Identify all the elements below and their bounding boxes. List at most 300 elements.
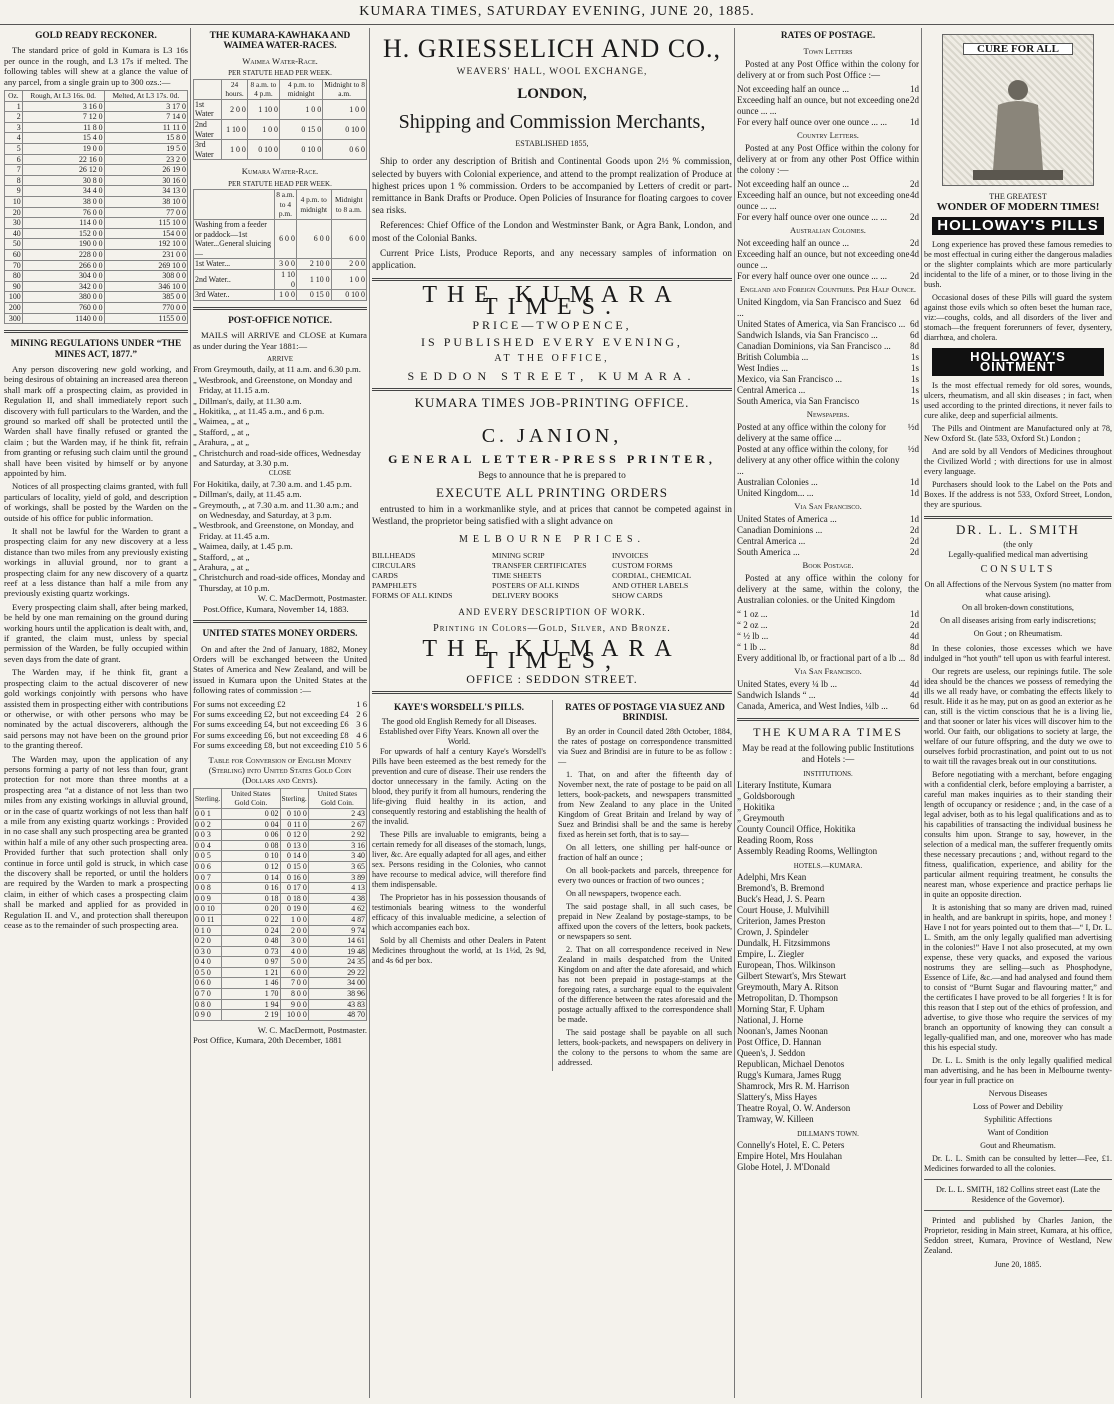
rate-row [737,547,919,558]
dr-smith-heading: DR. L. L. SMITH [956,522,1080,537]
book-paragraph: Posted at any office within the colony for delivery at the same, within the colony, the Australian colonies. or the United Kingdom [737,573,919,605]
rate-value: 1s [910,396,919,406]
conversion-row [194,936,367,947]
rate-row [737,374,919,385]
rate-row [737,297,919,319]
table-cell: 1 0 0 [323,99,367,119]
institution-item: „ Goldsborough [737,791,795,801]
rate-value: 1d [910,488,919,498]
table-cell: 0 02 [222,808,280,819]
table-cell: 0 10 0 [323,120,367,140]
kaye-paragraph: For upwards of half a century Kaye's Worsdell's Pills have been esteemed as the best remedy for the prevention and cure of disease. Their use renders the doctor unnecessary in the family. Acting on the blood, they purify it from all humours, rendering the life-giving fluid healthy in its action, and consequently restoring and establishing the health of the invalid. [372,746,546,826]
janion-trade: GENERAL LETTER-PRESS PRINTER, [388,451,716,466]
column-rule [369,28,370,1398]
post-office-title: POST-OFFICE NOTICE. [228,315,332,326]
suez-paragraph: The said postage shall, in all such cases, be prepaid in New Zealand by postage-stamps, to be affixed upon the covers of the letters, book packets, or newspapers so sent. [558,901,732,941]
table-cell: 0 48 [222,936,280,947]
close-list [193,479,367,593]
table-header-cell: Sterling. [194,788,222,808]
table-cell: 0 0 1 [194,808,222,819]
table-cell: 0 15 0 [296,290,331,301]
arrive-line: „ Westbrook, and Greenstone, on Monday and Friday, at 11.15 a.m. [193,374,353,396]
rate-label: Sandwich Islands “ ... [737,690,816,700]
table-header-cell: Melted, At L3 17s. 0d. [104,91,187,102]
table-cell: 1155 0 0 [104,313,187,324]
times-read-heading: THE KUMARA TIMES [753,725,903,739]
divider [372,388,732,391]
table-cell: 100 [5,292,23,303]
column-rule [190,28,191,1398]
country-paragraph: Posted at any Post Office within the colony for delivery at or from any other Post Office within the colony :— [737,143,919,175]
rate-label: United States of America, via San Francisco ... [737,319,906,329]
gold-row [5,281,188,292]
table-cell: 10 [5,196,23,207]
table-cell: 385 0 0 [104,292,187,303]
rate-value: 4d [910,631,919,641]
ointment-paragraph: Purchasers should look to the Label on the Pots and Boxes. If the address is not 533, Oxford Street, London, they are spurious. [924,480,1112,509]
rate-row [737,117,919,128]
printing-item: DELIVERY BOOKS [492,590,559,600]
table-cell: 1140 0 0 [22,313,104,324]
rate-label: Canadian Dominions ... [737,525,823,535]
us-rate-row [193,740,367,750]
table-cell: 0 9 0 [194,1010,222,1021]
holloway-illustration [942,34,1094,186]
kumara-heading: Kumara Water-Race. [241,166,319,177]
table-cell: 0 5 0 [194,967,222,978]
table-cell: 90 [5,281,23,292]
ointment-paragraph: Is the most effectual remedy for old sores, wounds, ulcers, rheumatism, and all skin diseases ; in fact, when used according to the printed directions, it never fails to cure alike, deep and superficial ailments. [924,381,1112,420]
book-rates [737,609,919,664]
rate-row [737,341,919,352]
rate-row [737,488,919,499]
rate-value: 2d [910,525,919,535]
kumara-table [193,189,367,301]
via-sf-heading: Via San Francisco. [794,501,862,511]
table-cell: 2 10 0 [296,259,331,270]
table-cell: 0 10 0 [247,140,279,160]
table-cell: 3 16 0 [22,101,104,112]
table-cell: 2 67 [308,819,366,830]
rate-row [737,679,919,690]
suez-title: RATES OF POSTAGE VIA SUEZ AND BRINDISI. [565,702,725,723]
table-cell: 3 65 [308,861,366,872]
firm-name: H. GRIESSELICH AND CO., [383,34,721,63]
rate-value: 2d [910,271,919,281]
arrive-list [193,364,367,468]
table-cell: 4 0 0 [280,946,308,957]
table-cell: 304 0 0 [22,271,104,282]
rate-row [737,631,919,642]
gold-row [5,260,188,271]
conversion-row [194,819,367,830]
hotel-item: Rugg's Kumara, James Rugg [737,1070,842,1080]
table-cell: 3 89 [308,872,366,883]
rate-value: 2d [910,620,919,630]
mining-paragraph: The Warden may, if he think fit, grant a prospecting claim to the actual discoverer of new gold workings conjointly with persons who have assisted them in prospecting either with contributions or otherwise, or with other persons who may be nominated by the actual discoverers, although the said persons may not have been on the ground prior to the granting thereof. [4,667,188,751]
conversion-row [194,883,367,894]
waimea-sub: PER STATUTE HEAD PER WEEK. [228,69,332,78]
conversion-row [194,946,367,957]
column-rule [734,28,735,1398]
table-cell: 6 0 0 [296,219,331,258]
australian-rates [737,238,919,282]
janion-begs: Begs to announce that he is prepared to [478,470,626,481]
times-seddon: SEDDON STREET, KUMARA. [407,369,697,384]
greatest: THE GREATEST [989,192,1047,201]
gold-row [5,133,188,144]
table-cell: 1 10 0 [274,269,296,289]
table-cell: 0 13 0 [280,840,308,851]
rate-label: Canadian Dominions, via San Francisco ... [737,341,891,351]
england-heading: England and Foreign Countries. Per Half Ounce. [739,284,917,294]
column-1 [4,28,188,1398]
table-cell: 0 04 [222,819,280,830]
table-cell: 38 0 0 [22,196,104,207]
rate-row [737,536,919,547]
table-cell: 300 [5,313,23,324]
firm-body: Ship to order any description of British and Continental Goods upon 2½ % commission, selected by buyers with Colonial experience, and attend to the prompt realization of Produce at highest prices upon 1 % commission. Orders to be accompanied by Letters of credit or part-remittance in Bank Drafts or Produce. Open Policies of Insurance for floating cargoes to cover sea risks. [372,157,732,217]
table-cell: 76 0 0 [22,207,104,218]
table-cell: 0 14 [222,872,280,883]
smith-paragraph: Dr. L. L. Smith can be consulted by letter—Fee, £1. Medicines forwarded to all the colonies. [924,1154,1112,1173]
table-cell: 0 7 0 [194,989,222,1000]
gold-row [5,154,188,165]
us-rate-row [193,730,367,740]
table-cell: 0 0 8 [194,883,222,894]
gold-row [5,239,188,250]
rate-value: 6d [910,297,919,307]
gold-row [5,101,188,112]
rate-label: For sums exceeding £8, but not exceeding £10 [193,740,353,751]
table-cell: 6 0 0 [331,219,366,258]
smith-paragraph: Our regrets are useless, our repinings futile. The sole idea should be the chances we possess of remedying the ills we all ready have, or combating the effects likely to result. Hide it as he may, put on as good an exterior as he can, still is the victim conscious that he is a living lie, and that sooner or later his vices will discover him to the world. Our faith, our obligations to society at large, the welfare of our future offspring, and the duty we owe to ourselves forbid procrastination, and point out to us not to wait till the ravages break out in our constitutions. [924,667,1112,766]
gold-row [5,249,188,260]
close-line: „ Dillman's, daily, at 11.45 a.m. [193,489,302,500]
rate-row [737,642,919,653]
postage-title: RATES OF POSTAGE. [780,31,876,41]
close-line: „ Christchurch and road-side offices, Monday and Thursday, at 10 p.m. [193,572,365,593]
table-cell: 3rd Water.. [194,290,275,301]
table-cell: 0 18 0 [280,893,308,904]
table-cell: 1 94 [222,999,280,1010]
waimea-row [194,120,367,140]
table-cell: 1 0 0 [274,290,296,301]
table-header-cell: United States Gold Coin. [222,788,280,808]
dillmans-item: Empire Hotel, Mrs Houlahan [737,1151,842,1161]
printing-item: MINING SCRIP [492,550,545,560]
kumara-row [194,259,367,270]
kaye-paragraph: Sold by all Chemists and other Dealers in Patent Medicines throughout the world, at 1s 1½d, 2s 9d, and 4s 6d per box. [372,935,546,965]
cure-for-all-banner: CURE FOR ALL [963,43,1073,55]
close-line: „ Waimea, daily, at 1.45 p.m. [193,541,293,552]
rate-label: For every half ounce over one ounce ... ... [737,271,887,281]
rate-value: 3 6 [356,719,367,730]
rate-value: 4d [910,190,919,200]
hotel-item: Bremond's, B. Bremond [737,883,825,893]
table-cell: 34 4 0 [22,186,104,197]
rate-label: Posted at any office within the colony, for delivery at any other office within the colony ... [737,444,900,476]
table-cell: 1st Water... [194,259,275,270]
suez-paragraph: 2. That on all correspondence received in New Zealand in mails despatched from the United Kingdom on and after the date aforesaid, and which has not been prepaid in postage-stamps at the foregoing rates, a surcharge equal to the equivalent of the difference between the rates aforesaid and the postage actually affixed to the correspondence shall be made. [558,944,732,1024]
table-cell: 6 [5,154,23,165]
table-cell: 308 0 0 [104,271,187,282]
smith-paragraph: Dr. L. L. Smith is the only legally qualified medical man advertising, and he has been in Melbourne twenty-four year in full practice on [924,1056,1112,1085]
table-cell: 154 0 0 [104,228,187,239]
table-cell: 2nd Water [194,120,222,140]
rate-label: For every half ounce over one ounce ... ... [737,212,887,222]
column-3 [372,28,732,1398]
hotel-item: Queen's, J. Seddon [737,1048,806,1058]
institutions-list [737,780,919,857]
arrive-line: „ Stafford, „ at „ [193,426,250,437]
table-cell: 3 [5,122,23,133]
gold-row [5,186,188,197]
janion-entrusted: entrusted to him in a workmanlike style, and at prices that cannot be competed against in Westland, the proprietor being satisfied with a slight advance on [372,505,732,528]
hotel-item: Theatre Royal, O. W. Anderson [737,1103,851,1113]
us-money-title: UNITED STATES MONEY ORDERS. [202,629,358,640]
table-cell: 0 10 0 [331,290,366,301]
rate-row [737,212,919,223]
table-cell: 2nd Water.. [194,269,275,289]
table-cell: 1st Water [194,99,222,119]
rate-value: 1 6 [356,698,367,709]
conversion-table [193,788,367,1021]
rate-value: 4d [910,249,919,259]
table-cell: 8 [5,175,23,186]
table-cell: 14 61 [308,936,366,947]
rate-value: 1s [910,363,919,373]
table-cell: 0 06 [222,830,280,841]
table-cell: 26 12 0 [22,165,104,176]
rate-value: 6d [910,330,919,340]
gold-row [5,271,188,282]
suez-paragraph: On all letters, one shilling per half-ounce or fraction of half an ounce ; [558,842,732,862]
consult-item: On all Affections of the Nervous System (no matter from what cause arising). [924,580,1112,599]
divider [924,1179,1112,1180]
holloways-ointment-banner: HOLLOWAY'S OINTMENT [932,348,1104,376]
table-cell: 2 0 0 [222,99,248,119]
smith-paragraph: Before negotiating with a merchant, before engaging with a confidential clerk, before employing a barrister, a careful man makes inquiries as to their standing their length of occupancy or residence ; and, in the case of a legal adviser, both as to his legal qualifications and as to his capabilities of transacting the individual business he consults him upon. Strange to say, however, in the selection of a medical man, the sufferer frequently omits these necessary precautions ; and, without regard to the fitness, qualification, experience, and ability for the particular ailment requiring treatment, he consults the nearest man, whose experience and practice perhaps lie in quite an opposite direction. [924,770,1112,899]
printing-colors: Printing in Colors—Gold, Silver, and Bronze. [433,623,671,635]
rate-label: For sums exceeding £4, but not exceeding £6 [193,719,349,730]
institution-item: „ Greymouth [737,813,785,823]
printing-items [372,551,732,601]
rate-row [737,422,919,444]
gold-row [5,228,188,239]
table-cell: 1 10 0 [247,99,279,119]
pills-paragraph: Long experience has proved these famous remedies to be most effectual in curing either the dangerous maladies or the slighter complaints which are more particularly incidental to the life of a miner, or to those living in the bush. [924,240,1112,289]
printing-item: AND OTHER LABELS [612,580,689,590]
ointment-paragraph: The Pills and Ointment are Manufactured only at 78, New Oxford St. (late 533, Oxford St.) London ; [924,424,1112,443]
table-cell: 114 0 0 [22,218,104,229]
rate-label: For sums exceeding £6, but not exceeding £8 [193,729,349,740]
rate-label: Posted at any office within the colony for delivery at the same office ... [737,422,887,443]
table-cell: 15 8 0 [104,133,187,144]
table-cell: 77 0 0 [104,207,187,218]
town-heading: Town Letters [803,46,853,56]
conversion-row [194,808,367,819]
hotels-heading: HOTELS.—KUMARA. [793,862,863,870]
times-price: PRICE—TWOPENCE, [472,317,632,332]
rate-label: Central America ... [737,385,806,395]
table-cell: 0 12 [222,861,280,872]
waimea-row [194,140,367,160]
times-at-office: AT THE OFFICE, [494,353,610,365]
divider [924,516,1112,519]
rate-value: ½d [907,422,919,432]
gold-row [5,207,188,218]
column-2 [193,28,367,1398]
rate-row [737,609,919,620]
table-cell: 19 0 0 [22,144,104,155]
table-cell: 3 16 [308,840,366,851]
table-cell: 15 4 0 [22,133,104,144]
rate-value: 6d [910,319,919,329]
rate-label: Not exceeding half an ounce ... [737,84,849,94]
hotel-item: Metropolitan, D. Thompson [737,993,838,1003]
kumara-row [194,269,367,289]
masthead: KUMARA TIMES, SATURDAY EVENING, JUNE 20, 1885. [0,0,1114,25]
table-header-cell: 4 p.m. to midnight [296,190,331,220]
table-cell: 19 48 [308,946,366,957]
table-cell: 1 0 0 [222,140,248,160]
rate-label: Australian Colonies ... [737,477,818,487]
table-cell: 0 0 11 [194,914,222,925]
printing-item: CUSTOM FORMS [612,560,673,570]
institution-item: Assembly Reading Rooms, Wellington [737,846,878,856]
hotel-item: Slattery's, Miss Hayes [737,1092,817,1102]
close-line: „ Arahura, „ at „ [193,562,250,573]
conversion-row [194,904,367,915]
rate-value: 2d [910,536,919,546]
table-cell: 0 3 0 [194,946,222,957]
rate-value: ½d [907,444,919,454]
table-cell: 9 [5,186,23,197]
printing-item: SHOW CARDS [612,590,663,600]
table-cell: 0 0 3 [194,830,222,841]
hotel-item: Gilbert Stewart's, Mrs Stewart [737,971,847,981]
suez-paragraph: 1. That, on and after the fifteenth day of November next, the rate of postage to be paid on all letters, book-packets, and newspapers transmitted from New Zealand to any place in the United Kingdom of Great Britain and Ireland by way of Suez and Brindisi shall be and the same is hereby fixed as herein set forth, that is to say— [558,769,732,839]
rate-row [737,690,919,701]
rate-value: 1d [910,477,919,487]
firm-references: References: Chief Office of the London and Westminster Bank, or Agra Bank, London, and most of the Colonial Banks. [372,221,732,244]
rate-label: “ 2 oz ... [737,620,768,630]
hotel-item: Republican, Michael Denotos [737,1059,845,1069]
table-cell: 0 16 [222,883,280,894]
hotel-item: Post Office, D. Hannan [737,1037,822,1047]
printing-item: FORMS OF ALL KINDS [372,590,453,600]
rate-value: 4d [910,690,919,700]
table-header-cell: 4 p.m. to midnight [279,79,322,99]
firm-hall: WEAVERS' HALL, WOOL EXCHANGE, [456,67,648,77]
conversion-row [194,1010,367,1021]
table-cell: 4 38 [308,893,366,904]
rate-label: For sums exceeding £2, but not exceeding £4 [193,708,349,719]
conversion-row [194,957,367,968]
rate-row [737,319,919,330]
table-cell: 22 16 0 [22,154,104,165]
table-cell: 0 10 0 [280,808,308,819]
table-cell: 70 [5,260,23,271]
table-cell: Washing from a feeder or paddock—1st Water...General sluicing— [194,219,275,258]
table-cell: 4 87 [308,914,366,925]
table-cell: 38 10 0 [104,196,187,207]
table-cell: 1 0 0 [280,914,308,925]
firm-city: LONDON, [517,86,587,103]
table-cell: 4 62 [308,904,366,915]
rate-label: For every half ounce over one ounce ... ... [737,117,887,127]
dillmans-item: Globe Hotel, J. M'Donald [737,1162,830,1172]
table-cell: 269 10 0 [104,260,187,271]
table-header-cell: Midnight to 8 a.m. [331,190,366,220]
gold-row [5,144,188,155]
institution-item: County Council Office, Hokitika [737,824,856,834]
rate-value: 2 6 [356,708,367,719]
table-cell: 29 22 [308,967,366,978]
kumara-row [194,219,367,258]
rate-value: 5 6 [356,740,367,751]
table-cell: 1 10 0 [296,269,331,289]
rate-value: 1d [910,514,919,524]
conversion-row [194,989,367,1000]
hotel-item: Morning Star, F. Upham [737,1004,825,1014]
table-header-cell [194,190,275,220]
conv-place: Post Office, Kumara, 20th December, 1881 [193,1035,342,1046]
rate-value: 2d [910,179,919,189]
divider [737,718,919,721]
disease-item: Gout and Rheumatism. [980,1141,1056,1150]
divider [924,1210,1112,1211]
rate-label: United States of America ... [737,514,837,524]
table-cell: 20 [5,207,23,218]
rate-label: Mexico, via San Francisco ... [737,374,842,384]
table-header-cell: Rough, At L3 16s. 0d. [22,91,104,102]
table-cell: 6 0 0 [274,219,296,258]
table-cell: 30 16 0 [104,175,187,186]
table-cell: 266 0 0 [22,260,104,271]
printing-item: PAMPHLETS [372,580,417,590]
table-cell: 231 0 0 [104,249,187,260]
gold-row [5,112,188,123]
table-cell: 50 [5,239,23,250]
table-cell: 5 0 0 [280,957,308,968]
suez-paragraph: The said postage shall be payable on all such letters, book-packets, and newspapers on delivery in the colony to the persons to whom the same are addressed. [558,1027,732,1067]
times-heading: THE KUMARA TIMES. [422,282,682,321]
rate-label: Central America ... [737,536,806,546]
table-cell: 30 8 0 [22,175,104,186]
hotel-item: Buck's Head, J. S. Pearn [737,894,825,904]
printing-item: POSTERS OF ALL KINDS [492,580,580,590]
table-cell: 0 6 0 [194,978,222,989]
table-cell: 80 [5,271,23,282]
table-cell: 38 96 [308,989,366,1000]
arrive-line: „ Hokitika, „ at 11.45 a.m., and 6 p.m. [193,405,325,416]
rate-row [737,95,919,117]
country-heading: Country Letters. [797,130,859,140]
wonder-modern-times: WONDER OF MODERN TIMES! [936,201,1100,213]
table-cell: 10 0 0 [280,1010,308,1021]
table-cell: 0 18 [222,893,280,904]
table-cell: 0 20 [222,904,280,915]
rate-label: British Columbia ... [737,352,809,362]
table-cell: 26 19 0 [104,165,187,176]
bottom-subcolumns [372,700,732,1071]
rate-label: Canada, America, and West Indies, ¼lb ... [737,701,888,711]
table-cell: 0 0 2 [194,819,222,830]
rate-value: 1s [910,385,919,395]
imprint-date: June 20, 1885. [994,1260,1042,1269]
